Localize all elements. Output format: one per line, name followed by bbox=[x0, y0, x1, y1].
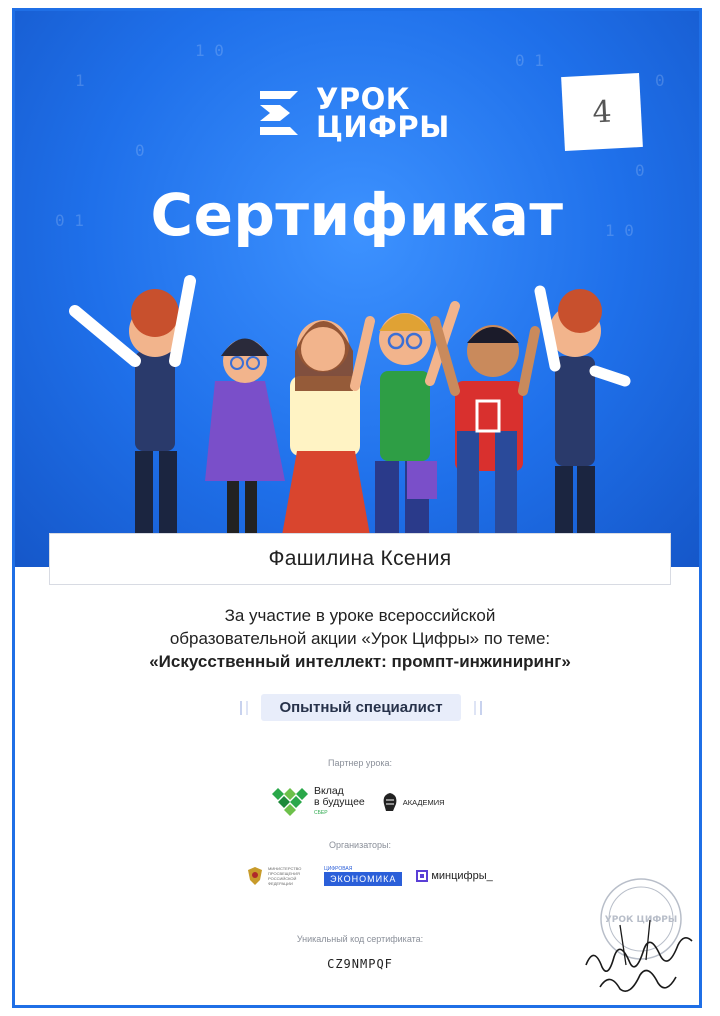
vklad-line1: Вклад bbox=[314, 784, 344, 797]
logo-line1: УРОК bbox=[316, 82, 410, 116]
partner-label: Партнер урока: bbox=[328, 758, 392, 768]
econ-top: ЦИФРОВАЯ bbox=[324, 866, 353, 872]
description bbox=[60, 604, 660, 673]
certificate-code: CZ9NMPQF bbox=[327, 957, 393, 971]
recipient-name: Фашилина Ксения bbox=[268, 547, 452, 570]
organizers-label: Организаторы: bbox=[328, 840, 392, 850]
hero-banner: 1 0 0 1 0 1 0 0 1 1 0 0 УРОК ЦИФРЫ 4 Сертификат bbox=[15, 11, 699, 567]
logo-line2: ЦИФРЫ bbox=[316, 110, 450, 144]
urok-cifry-logo bbox=[260, 82, 450, 144]
logo-mark-icon bbox=[260, 87, 306, 139]
description-line1: За участие в уроке всероссийской bbox=[224, 606, 496, 625]
topic: «Искусственный интеллект: промпт-инжиниринг» bbox=[149, 652, 571, 671]
organizer-logos bbox=[246, 866, 493, 886]
mincifry-text: минцифры_ bbox=[431, 870, 493, 882]
recipient-name-bar bbox=[49, 533, 671, 585]
vklad-sub: СБЕР bbox=[314, 809, 328, 816]
description-line2: образовательной акции «Урок Цифры» по теме: bbox=[169, 629, 551, 648]
academy-head-icon bbox=[381, 792, 399, 812]
certificate-title: Сертификат bbox=[150, 181, 564, 249]
code-label: Уникальный код сертификата: bbox=[296, 934, 424, 944]
level-text: Опытный специалист bbox=[261, 694, 460, 721]
students-illustration bbox=[15, 261, 699, 567]
academy-name: АКАДЕМИЯ bbox=[402, 797, 445, 807]
corner-note bbox=[561, 73, 643, 151]
econ-logo bbox=[324, 866, 402, 886]
vklad-line2: в будущее bbox=[314, 795, 365, 808]
mincifry-mark-icon bbox=[416, 870, 428, 882]
stamp-text: УРОК ЦИФРЫ bbox=[604, 915, 678, 925]
vklad-logo bbox=[266, 784, 365, 820]
partner-logos bbox=[266, 784, 445, 820]
ministry-text: МИНИСТЕРСТВО ПРОСВЕЩЕНИЯ РОССИЙСКОЙ ФЕДЕРАЦИИ bbox=[268, 866, 302, 886]
vklad-mark-icon bbox=[266, 784, 308, 820]
signature bbox=[580, 905, 700, 1000]
mincifry-logo bbox=[416, 870, 492, 882]
academy-logo bbox=[381, 792, 445, 812]
coat-of-arms-icon bbox=[246, 866, 264, 886]
corner-note-text: 4 bbox=[591, 94, 613, 130]
ministry-logo bbox=[246, 866, 310, 886]
econ-main: ЭКОНОМИКА bbox=[324, 872, 402, 886]
level-badge bbox=[238, 692, 484, 722]
